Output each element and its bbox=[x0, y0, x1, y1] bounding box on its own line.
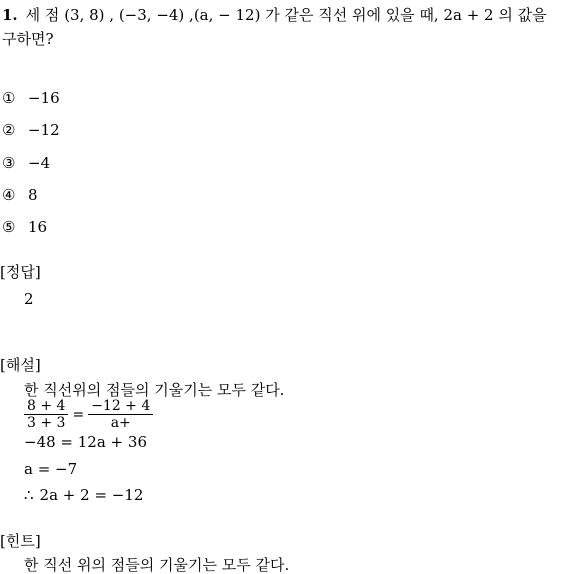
question-line-1 bbox=[2, 6, 547, 24]
explanation-line-1: 한 직선위의 점들의 기울기는 모두 같다. bbox=[24, 381, 285, 399]
option-marker-3: ③ bbox=[2, 154, 16, 172]
option-value-1: −16 bbox=[28, 89, 60, 107]
option-marker-2: ② bbox=[2, 121, 16, 139]
option-1[interactable] bbox=[2, 89, 60, 107]
therefore-symbol: ∴ bbox=[24, 486, 34, 504]
option-3[interactable] bbox=[2, 154, 50, 172]
explanation-label: [해설] bbox=[0, 356, 41, 374]
answer-value: 2 bbox=[24, 290, 34, 308]
hint-label: [힌트] bbox=[0, 532, 41, 550]
fraction-right bbox=[88, 398, 153, 431]
option-2[interactable] bbox=[2, 121, 60, 139]
option-marker-5: ⑤ bbox=[2, 218, 16, 236]
fraction-right-denominator: a+ bbox=[110, 415, 131, 431]
fraction-left-numerator: 8 + 4 bbox=[24, 398, 68, 415]
equals-sign: = bbox=[72, 406, 85, 423]
option-value-2: −12 bbox=[28, 121, 60, 139]
option-4[interactable] bbox=[2, 186, 38, 204]
explanation-line-4: a = −7 bbox=[24, 460, 78, 478]
fraction-right-numerator: −12 + 4 bbox=[88, 398, 153, 415]
answer-label: [정답] bbox=[0, 263, 41, 281]
hint-text: 한 직선 위의 점들의 기울기는 모두 같다. bbox=[24, 556, 290, 574]
question-number: 1. bbox=[2, 6, 18, 24]
explanation-line-3: −48 = 12a + 36 bbox=[24, 433, 147, 451]
explanation-result: 2a + 2 = −12 bbox=[39, 486, 144, 504]
fraction-left bbox=[24, 398, 68, 431]
option-marker-4: ④ bbox=[2, 186, 16, 204]
question-line-2: 구하면? bbox=[2, 30, 54, 48]
option-5[interactable] bbox=[2, 218, 47, 236]
fraction-left-denominator: 3 + 3 bbox=[27, 415, 66, 431]
explanation-fraction-equation bbox=[24, 398, 153, 431]
option-value-4: 8 bbox=[28, 186, 38, 204]
option-marker-1: ① bbox=[2, 89, 16, 107]
question-text: 세 점 (3, 8) , (−3, −4) ,(a, − 12) 가 같은 직선 위에 있을 때, 2a + 2 의 값을 bbox=[25, 6, 547, 24]
explanation-line-5 bbox=[24, 486, 143, 504]
option-value-3: −4 bbox=[28, 154, 51, 172]
option-value-5: 16 bbox=[28, 218, 48, 236]
